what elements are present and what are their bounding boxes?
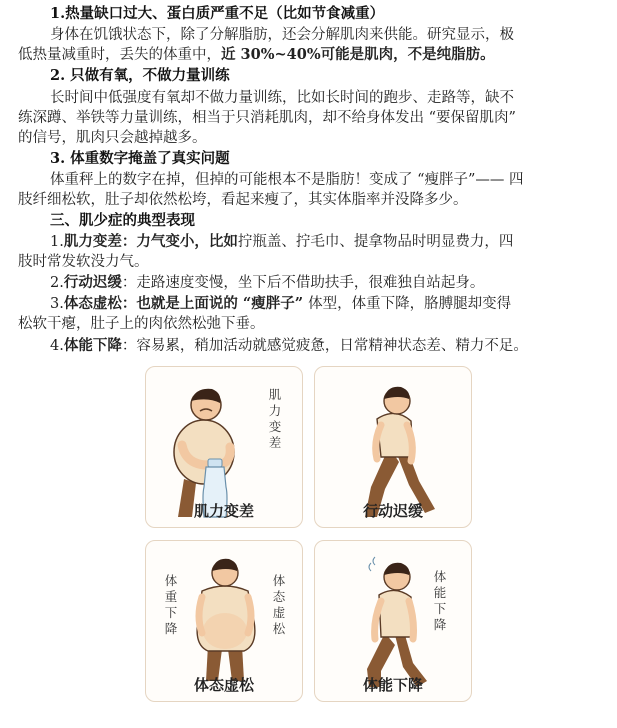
section-2-line-3: 的信号，肌肉只会越掉越多。 — [18, 130, 207, 146]
item-lead: 体态虚松：也就是上面说的 “瘦胖子” — [63, 295, 309, 312]
section-1-text: 低热量减重时，丢失的体重中， — [18, 47, 221, 63]
item-lead: 肌力变差：力气变小，比如 — [63, 233, 238, 250]
card-fatigue — [314, 540, 472, 702]
section-2-line-1: 长时间中低强度有氧却不做力量训练，比如长时间的跑步、走路等，缺不 — [50, 90, 514, 106]
section-1-line-2 — [18, 45, 495, 65]
item-number: 2. — [50, 275, 64, 291]
section-3-line-1: 体重秤上的数字在掉，但掉的可能根本不是脂肪！变成了 “瘦胖子”—— 四 — [50, 172, 524, 188]
item-text: 拧瓶盖、拧毛巾、提拿物品时明显费力，四 — [237, 234, 514, 250]
card-caption: 体能下降 — [362, 676, 423, 694]
section-1-title: 1.热量缺口过大、蛋白质严重不足（比如节食减重） — [50, 5, 385, 22]
card-caption: 肌力变差 — [193, 502, 254, 520]
item-number: 1. — [50, 234, 64, 250]
symptom-item-1-line-2: 肢时常发软没力气。 — [18, 254, 149, 270]
card-caption: 行动迟缓 — [362, 502, 423, 520]
section-4-title: 三、肌少症的典型表现 — [50, 212, 195, 229]
card-slow-walk — [314, 366, 472, 528]
symptom-item-3-line-2: 松软干瘪，肚子上的肉依然松弛下垂。 — [18, 316, 265, 332]
strength-decline-label: 肌力变差 — [268, 387, 282, 450]
item-number: 4. — [50, 338, 64, 354]
loose-body-label: 体态虚松 — [272, 573, 286, 636]
symptom-item-3 — [50, 294, 511, 314]
section-1-highlight: 近 30%~40%可能是肌肉，不是纯脂肪。 — [221, 46, 495, 63]
section-2-title: 2. 只做有氧，不做力量训练 — [50, 67, 230, 84]
symptom-item-1 — [50, 232, 513, 252]
card-weakness — [145, 366, 303, 528]
section-2-line-2: 练深蹲、举铁等力量训练，相当于只消耗肌肉，却不给身体发出 “要保留肌肉” — [18, 110, 516, 126]
item-text: 体型，体重下降，胳膊腿却变得 — [308, 296, 512, 312]
section-3-title: 3. 体重数字掩盖了真实问题 — [50, 150, 230, 167]
card-caption: 体态虚松 — [193, 676, 254, 694]
item-lead: 体能下降 — [63, 337, 122, 354]
item-text: ：容易累，稍加活动就感觉疲惫，日常精神状态差、精力不足。 — [121, 338, 528, 354]
weight-loss-label: 体重下降 — [164, 573, 178, 636]
symptom-item-4 — [50, 336, 528, 356]
symptom-item-2 — [50, 273, 484, 293]
section-3-line-2: 肢纤细松软，肚子却依然松垮，看起来瘦了，其实体脂率并没降多少。 — [18, 192, 468, 208]
card-body-shape — [145, 540, 303, 702]
illustration-grid — [145, 366, 470, 702]
item-lead: 行动迟缓 — [63, 274, 122, 291]
item-number: 3. — [50, 296, 64, 312]
section-1-line-1: 身体在饥饿状态下，除了分解脂肪，还会分解肌肉来供能。研究显示，极 — [50, 27, 514, 43]
item-text: ：走路速度变慢，坐下后不借助扶手，很难独自站起身。 — [121, 275, 485, 291]
energy-decline-label: 体能下降 — [433, 569, 447, 632]
